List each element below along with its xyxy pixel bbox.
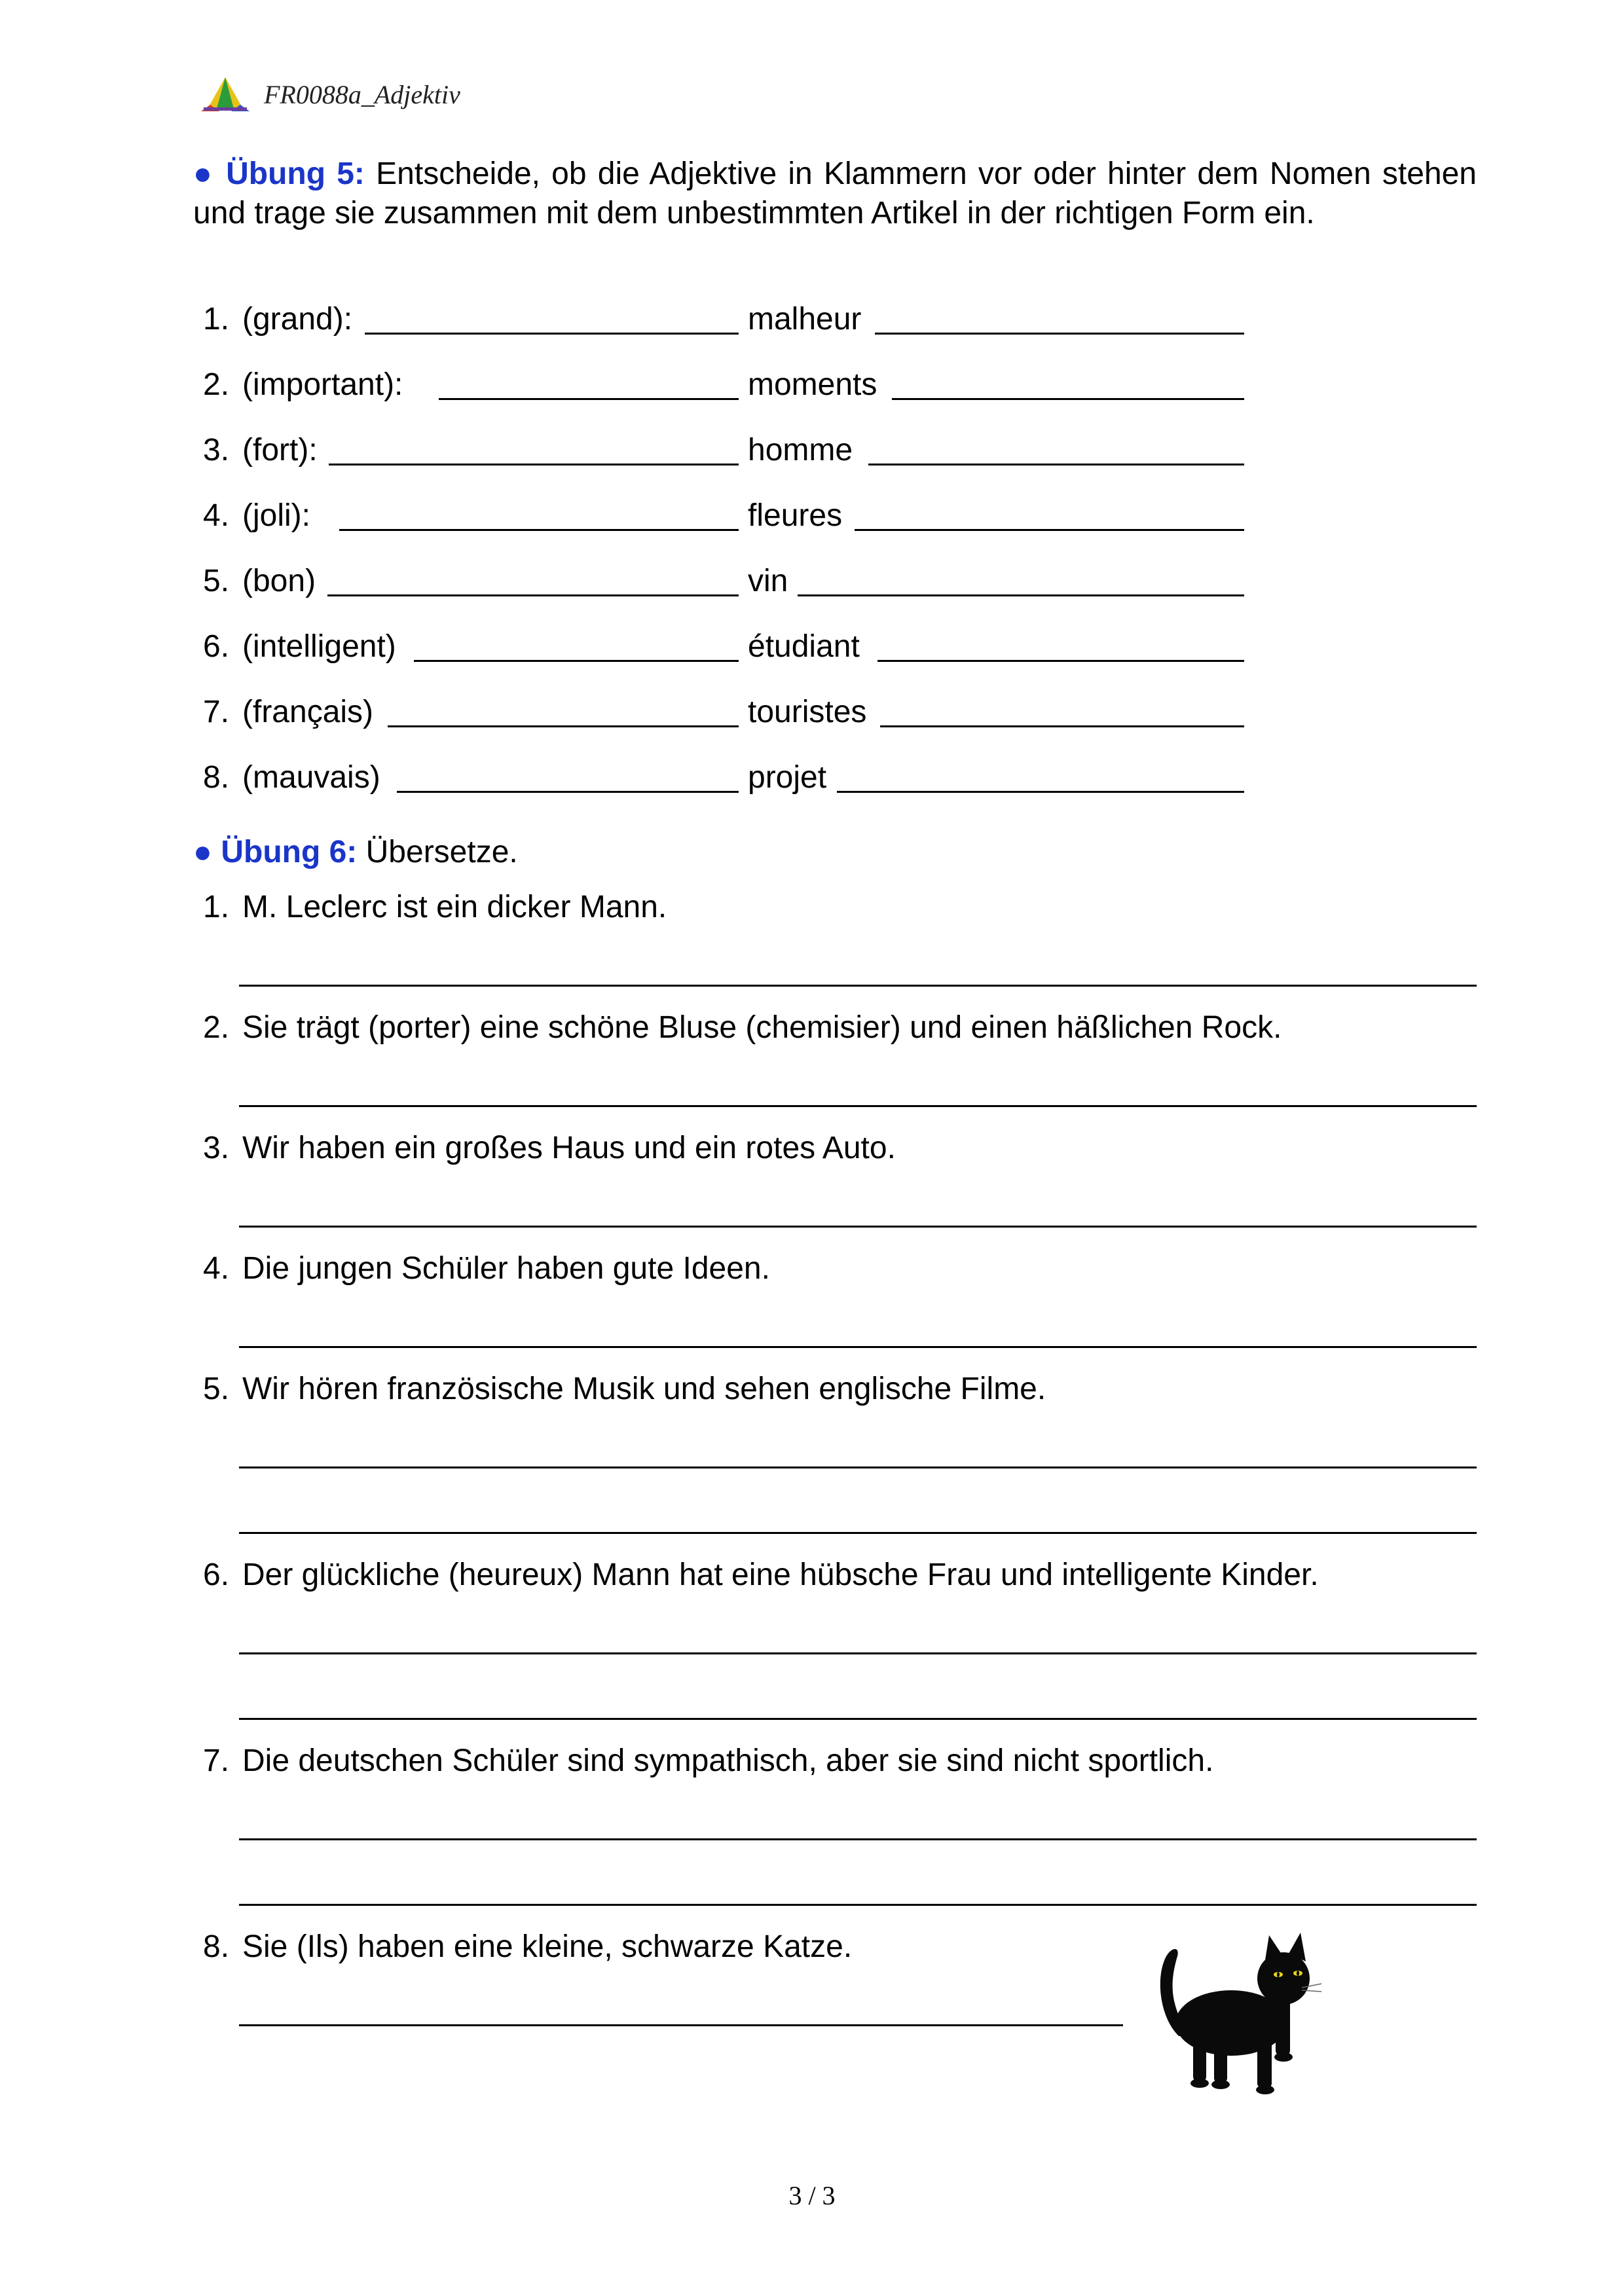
answer-blank-before[interactable] [339,529,739,531]
translation-item [203,1250,770,1286]
exercise5-instruction-text: Entscheide, ob die Adjektive in Klammern vor oder hinter dem Nomen stehen und trage sie zusammen mit dem unbestimmten Artikel in der richtigen Form ein. [193,156,1477,230]
sentence-text: M. Leclerc ist ein dicker Mann. [242,890,667,924]
item-number: 7. [203,1743,230,1778]
item-number: 2. [203,367,230,402]
translation-item [203,1929,852,1965]
colorful-triangle-logo-icon [200,76,251,113]
translation-item [203,889,667,925]
adjective-prompt: (important): [242,367,403,402]
sentence-text: Die deutschen Schüler sind sympathisch, aber sie sind nicht sportlich. [242,1743,1214,1778]
exercise6-label: ● Übung 6: [193,835,358,869]
sentence-text: Die jungen Schüler haben gute Ideen. [242,1251,770,1286]
adjective-prompt: (mauvais) [242,760,380,795]
adjective-prompt: (grand): [242,302,353,337]
translation-item [203,1557,1319,1593]
item-number: 5. [203,564,230,598]
sentence-text: Der glückliche (heureux) Mann hat eine hübsche Frau und intelligente Kinder. [242,1558,1319,1592]
exercise5-item [203,432,1244,474]
answer-blank-after[interactable] [837,791,1244,793]
answer-line[interactable] [239,1652,1477,1654]
exercise5-item [203,759,1244,801]
exercise5-item [203,563,1244,605]
answer-blank-after[interactable] [875,333,1244,335]
exercise5-instruction [193,155,1477,233]
translation-item [203,1130,896,1166]
noun-label: fleures [748,498,843,533]
exercise5-item [203,301,1244,343]
item-number: 8. [203,1929,230,1964]
document-code: FR0088a_Adjektiv [264,79,460,109]
item-number: 3. [203,433,230,467]
answer-line[interactable] [239,1718,1477,1720]
answer-blank-before[interactable] [414,660,739,662]
noun-label: projet [748,760,827,795]
answer-blank-after[interactable] [892,398,1244,400]
noun-label: homme [748,433,853,467]
adjective-prompt: (fort): [242,433,318,467]
answer-blank-after[interactable] [855,529,1244,531]
exercise5-item [203,498,1244,539]
translation-item [203,1371,1046,1407]
answer-blank-before[interactable] [388,725,739,727]
answer-blank-after[interactable] [877,660,1244,662]
item-number: 8. [203,760,230,795]
adjective-prompt: (français) [242,695,374,729]
answer-blank-before[interactable] [439,398,739,400]
item-number: 1. [203,302,230,337]
answer-line[interactable] [239,1226,1477,1228]
noun-label: moments [748,367,877,402]
noun-label: touristes [748,695,867,729]
item-number: 5. [203,1372,230,1406]
answer-blank-before[interactable] [397,791,739,793]
noun-label: étudiant [748,629,860,664]
item-number: 6. [203,629,230,664]
answer-line[interactable] [239,1346,1477,1348]
answer-blank-before[interactable] [327,594,739,596]
exercise5-label: ● Übung 5: [193,156,365,191]
answer-line[interactable] [239,1467,1477,1468]
exercise6-instruction-text: Übersetze. [365,835,518,869]
item-number: 7. [203,695,230,729]
item-number: 4. [203,498,230,533]
adjective-prompt: (joli): [242,498,310,533]
black-cat-icon [1153,1925,1323,2095]
adjective-prompt: (bon) [242,564,316,598]
sentence-text: Sie trägt (porter) eine schöne Bluse (chemisier) und einen häßlichen Rock. [242,1010,1282,1045]
answer-line[interactable] [239,1105,1477,1107]
item-number: 3. [203,1131,230,1165]
exercise5-item [203,367,1244,409]
answer-blank-after[interactable] [868,464,1244,465]
page-number: 3 / 3 [788,2181,836,2210]
exercise5-item [203,694,1244,736]
exercise5-item [203,629,1244,670]
answer-line[interactable] [239,985,1477,987]
answer-line[interactable] [239,1904,1477,1906]
answer-line[interactable] [239,1532,1477,1534]
translation-item [203,1010,1282,1046]
exercise6-instruction [193,833,1477,872]
sentence-text: Wir hören französische Musik und sehen englische Filme. [242,1372,1046,1406]
noun-label: vin [748,564,788,598]
item-number: 1. [203,890,230,924]
item-number: 6. [203,1558,230,1592]
answer-blank-after[interactable] [880,725,1244,727]
noun-label: malheur [748,302,862,337]
answer-line[interactable] [239,2024,1123,2026]
answer-blank-before[interactable] [329,464,739,465]
document-header [200,71,460,118]
adjective-prompt: (intelligent) [242,629,396,664]
translation-item [203,1743,1213,1779]
answer-line[interactable] [239,1838,1477,1840]
sentence-text: Wir haben ein großes Haus und ein rotes Auto. [242,1131,896,1165]
item-number: 2. [203,1010,230,1045]
item-number: 4. [203,1251,230,1286]
answer-blank-after[interactable] [798,594,1244,596]
answer-blank-before[interactable] [365,333,739,335]
sentence-text: Sie (Ils) haben eine kleine, schwarze Katze. [242,1929,853,1964]
